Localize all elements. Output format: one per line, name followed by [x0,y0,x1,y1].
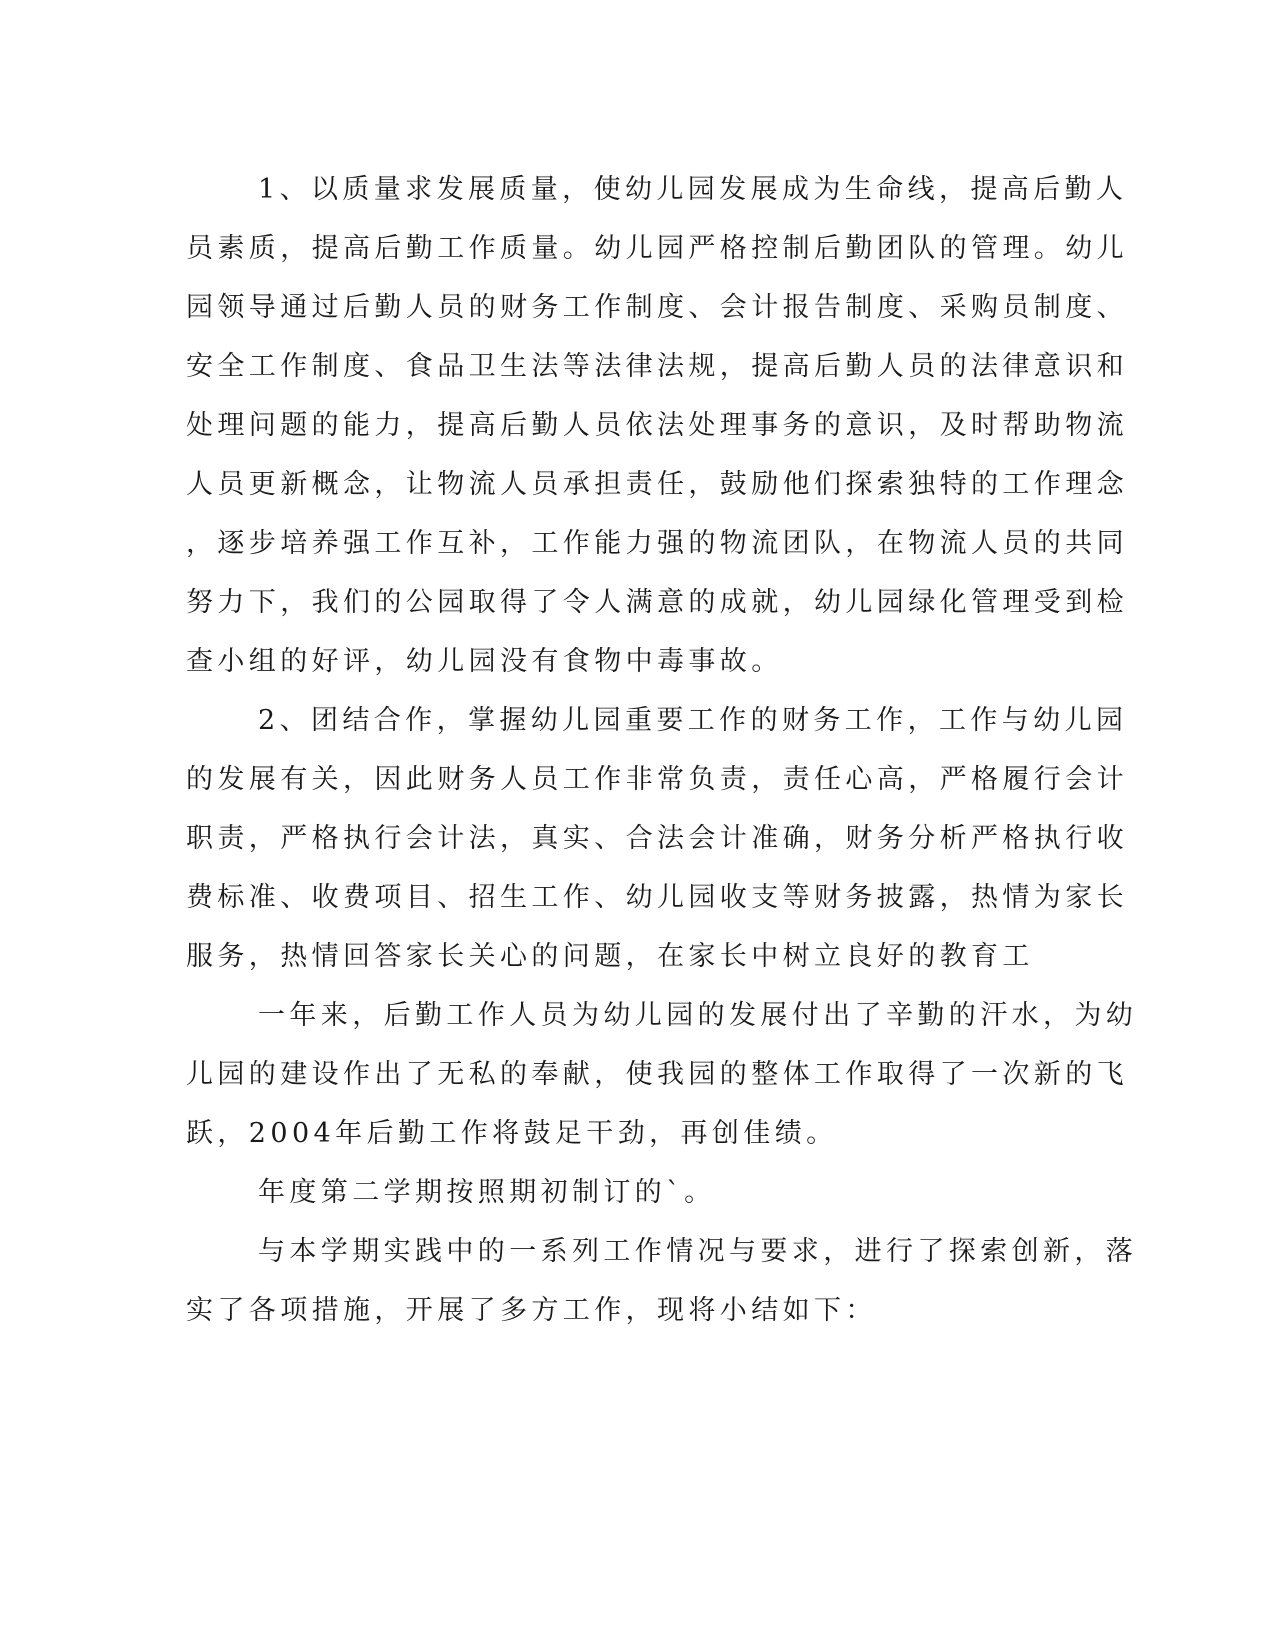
text-line: 跃，2004年后勤工作将鼓足干劲，再创佳绩。 [186,1118,838,1149]
text-line: 努力下，我们的公园取得了令人满意的成就，幼儿园绿化管理受到检 [186,587,1128,618]
text-line: 儿园的建设作出了无私的奉献，使我园的整体工作取得了一次新的飞 [186,1059,1128,1090]
text-line: 一年来，后勤工作人员为幼儿园的发展付出了辛勤的汗水，为幼 [258,1000,1138,1031]
text-line: 人员更新概念，让物流人员承担责任，鼓励他们探索独特的工作理念 [186,469,1128,500]
text-line: 年度第二学期按照期初制订的`。 [258,1177,716,1208]
text-line: 的发展有关，因此财务人员工作非常负责，责任心高，严格履行会计 [186,764,1128,795]
text-line: 查小组的好评，幼儿园没有食物中毒事故。 [186,646,783,677]
text-line: 与本学期实践中的一系列工作情况与要求，进行了探索创新，落 [258,1236,1138,1267]
document-body [186,160,1138,1340]
text-line: 实了各项措施，开展了多方工作，现将小结如下： [186,1295,877,1326]
text-line: 安全工作制度、食品卫生法等法律法规，提高后勤人员的法律意识和 [186,351,1128,382]
text-line: 费标准、收费项目、招生工作、幼儿园收支等财务披露，热情为家长 [186,882,1128,913]
text-line: 职责，严格执行会计法，真实、合法会计准确，财务分析严格执行收 [186,823,1128,854]
text-line: 员素质，提高后勤工作质量。幼儿园严格控制后勤团队的管理。幼儿 [186,233,1128,264]
text-line: 1、以质量求发展质量，使幼儿园发展成为生命线，提高后勤人 [258,174,1128,205]
text-line: 处理问题的能力，提高后勤人员依法处理事务的意识，及时帮助物流 [186,410,1128,441]
text-line: 服务，热情回答家长关心的问题，在家长中树立良好的教育工 [186,941,1034,972]
text-line: 2、团结合作，掌握幼儿园重要工作的财务工作，工作与幼儿园 [258,705,1128,736]
text-line: ，逐步培养强工作互补，工作能力强的物流团队，在物流人员的共同 [186,528,1128,559]
text-line: 园领导通过后勤人员的财务工作制度、会计报告制度、采购员制度、 [186,292,1128,323]
